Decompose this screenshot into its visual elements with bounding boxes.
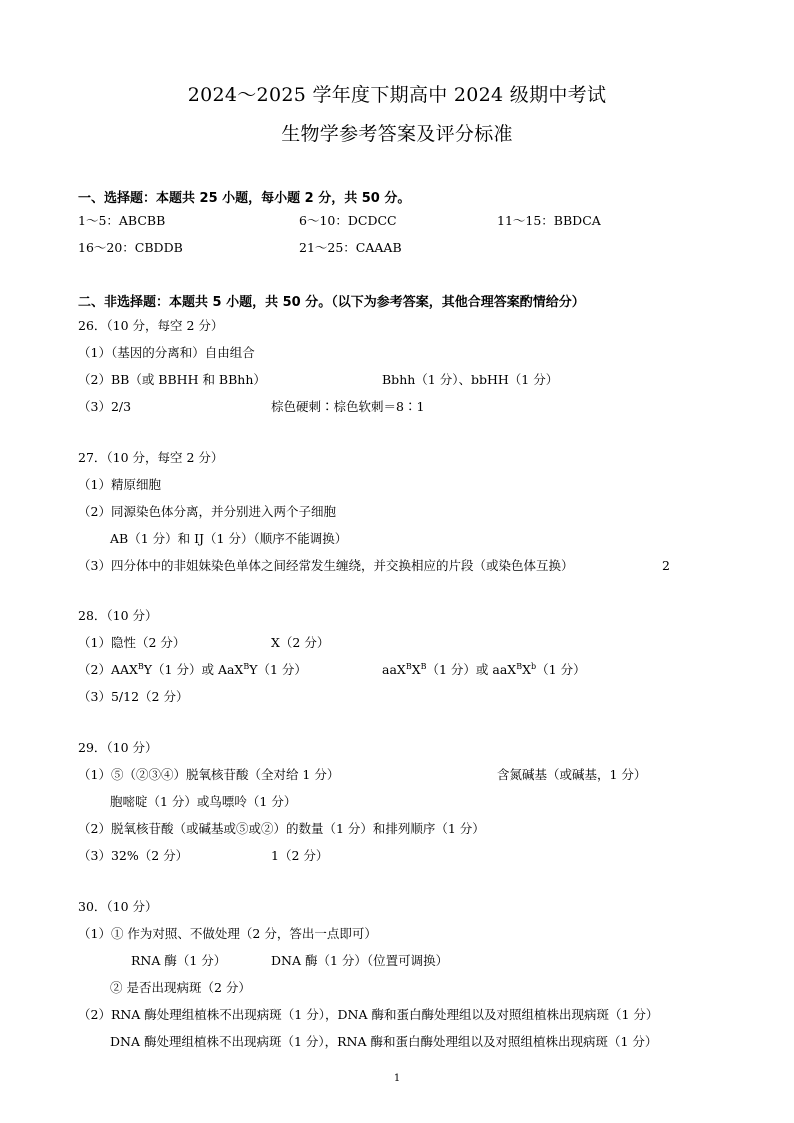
q27-answer-3b: 2 — [662, 558, 670, 573]
q30-answer-2: （2）RNA 酶处理组植株不出现病斑（1 分），DNA 酶和蛋白酶处理组以及对照组植株出现病斑（1 分） — [78, 1007, 659, 1022]
section1-heading: 一、选择题：本题共 25 小题，每小题 2 分，共 50 分。 — [78, 191, 411, 206]
q26-heading: 26．（10 分，每空 2 分） — [78, 318, 224, 333]
page-number: 1 — [393, 1073, 401, 1084]
q26-answer-2b: Bbhh（1 分）、bbHH（1 分） — [382, 372, 559, 387]
q26-answer-3a: （3）2/3 — [78, 399, 132, 414]
allele-superscript: B — [243, 662, 250, 671]
q28-heading: 28．（10 分） — [78, 608, 158, 623]
q29-answer-1c: 胞嘧啶（1 分）或鸟嘌呤（1 分） — [110, 794, 297, 809]
q30-heading: 30．（10 分） — [78, 899, 158, 914]
mc-answers-21-25: 21～25：CAAAB — [299, 240, 402, 255]
q27-answer-2: （2）同源染色体分离，并分别进入两个子细胞 — [78, 504, 336, 519]
genotype-text: Y（1 分） — [249, 662, 307, 677]
q28-answer-2a — [78, 662, 307, 678]
genotype-text: X — [411, 662, 421, 677]
q29-answer-1a: （1）⑤（②③④）脱氧核苷酸（全对给 1 分） — [78, 767, 340, 782]
q27-answer-1: （1）精原细胞 — [78, 477, 161, 492]
q28-answer-1b: X（2 分） — [271, 635, 330, 650]
genotype-text: （1 分） — [536, 662, 586, 677]
section2-heading: 二、非选择题：本题共 5 小题，共 50 分。（以下为参考答案，其他合理答案酌情给分） — [78, 295, 585, 310]
q29-answer-1b: 含氮碱基（或碱基，1 分） — [497, 767, 647, 782]
allele-superscript: B — [405, 662, 412, 671]
genotype-text: Y（1 分）或 AaX — [143, 662, 244, 677]
q29-answer-3a: （3）32%（2 分） — [78, 848, 189, 863]
q28-answer-2b — [382, 662, 586, 678]
q27-heading: 27．（10 分，每空 2 分） — [78, 450, 224, 465]
q28-answer-3: （3）5/12（2 分） — [78, 689, 189, 704]
q29-answer-3b: 1（2 分） — [271, 848, 329, 863]
q30-answer-1c: ② 是否出现病斑（2 分） — [110, 980, 251, 995]
q30-answer-1b-rna: RNA 酶（1 分） — [131, 953, 227, 968]
q27-answer-3: （3）四分体中的非姐妹染色单体之间经常发生缠绕，并交换相应的片段（或染色体互换） — [78, 558, 574, 573]
allele-superscript: B — [516, 662, 523, 671]
mc-answers-11-15: 11～15：BBDCA — [497, 213, 601, 228]
page-subtitle: 生物学参考答案及评分标准 — [281, 123, 513, 145]
genotype-text: （2）AAX — [78, 662, 138, 677]
q29-heading: 29．（10 分） — [78, 740, 158, 755]
mc-answers-1-5: 1～5：ABCBB — [78, 213, 166, 228]
q26-answer-2a: （2）BB（或 BBHH 和 BBhh） — [78, 372, 266, 387]
q30-answer-1: （1）① 作为对照、不做处理（2 分，答出一点即可） — [78, 926, 377, 941]
q26-answer-3b: 棕色硬刺∶棕色软刺＝8∶1 — [271, 399, 425, 414]
genotype-text: （1 分）或 aaX — [426, 662, 517, 677]
q26-answer-1: （1）（基因的分离和）自由组合 — [78, 345, 255, 360]
allele-superscript: B — [137, 662, 144, 671]
genotype-text: aaX — [382, 662, 406, 677]
mc-answers-6-10: 6～10：DCDCC — [299, 213, 397, 228]
mc-answers-16-20: 16～20：CBDDB — [78, 240, 183, 255]
allele-superscript: b — [531, 662, 537, 671]
q30-answer-2b: DNA 酶处理组植株不出现病斑（1 分），RNA 酶和蛋白酶处理组以及对照组植株出现病斑（1 分） — [110, 1034, 658, 1049]
genotype-text: X — [522, 662, 532, 677]
allele-superscript: B — [420, 662, 427, 671]
q28-answer-1a: （1）隐性（2 分） — [78, 635, 186, 650]
q30-answer-1b-dna: DNA 酶（1 分）（位置可调换） — [271, 953, 449, 968]
page-title: 2024～2025 学年度下期高中 2024 级期中考试 — [187, 84, 607, 106]
q29-answer-2: （2）脱氧核苷酸（或碱基或⑤或②）的数量（1 分）和排列顺序（1 分） — [78, 821, 485, 836]
q27-answer-2b: AB（1 分）和 IJ（1 分）（顺序不能调换） — [110, 531, 348, 546]
